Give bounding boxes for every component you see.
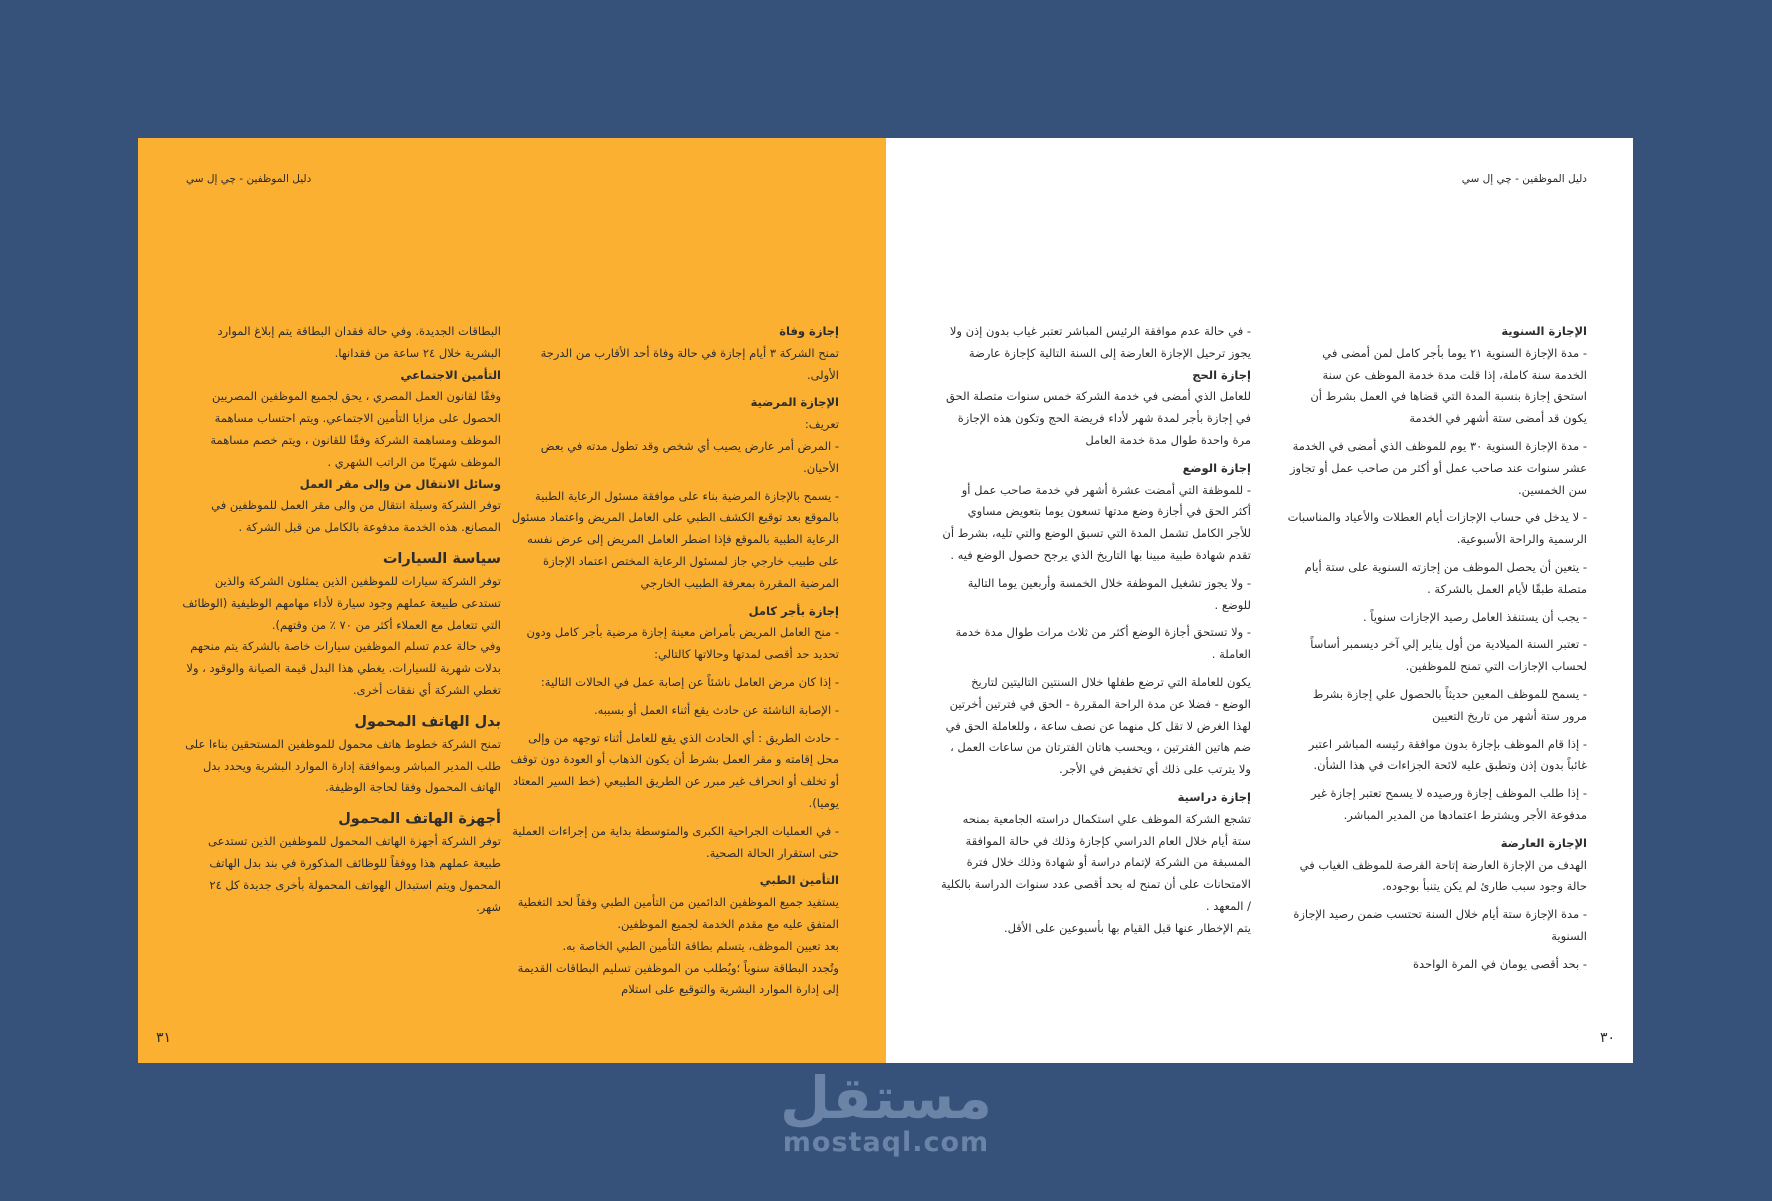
page-number: ٣٠ (1599, 1030, 1615, 1046)
paragraph: - يسمح بالإجازة المرضية بناء على موافقة مسئول الرعاية الطبية بالموقع بعد توقيع الكشف الطبي على العامل المريض واعتماد مسئول الرعاية الطبية بالموقع فإذا اضطر العامل المريض إلى عرض نفسه على طبيب خارجي جاز لمسئول الرعاية المختص اعتماد الإجازة المرضية المقررة بمعرفة الطبيب الخارجي (511, 488, 839, 590)
paragraph: - لا يدخل في حساب الإجازات أيام العطلات والأعياد والمناسبات الرسمية والراحة الأسبوعية. (1287, 510, 1587, 547)
text-column (181, 321, 501, 918)
paragraph: توفر الشركة سيارات للموظفين الذين يمثلون الشركة والذين تستدعى طبيعة عملهم وجود سيارة لأداء مهامهم الوظيفية (الوظائف التي تتعامل مع العملاء أكثر من ٧٠ ٪ من وقتهم). (182, 573, 501, 632)
paragraph: - بحد أقصى يومان في المرة الواحدة (1412, 956, 1587, 971)
paragraph: وتُجدد البطاقة سنوياً ؛ويُطلب من الموظفين تسليم البطاقات القديمة إلى إدارة الموارد البشرية والتوقيع على استلام (517, 960, 839, 997)
section-heading: التأمين الاجتماعي (400, 367, 501, 382)
section-heading: إجازة الوضع (1182, 460, 1251, 475)
section-title: أجهزة الهاتف المحمول (338, 811, 501, 828)
paragraph: تعريف: (804, 417, 839, 432)
paragraph: - مدة الإجازة السنوية ٣٠ يوم للموظف الذي أمضى في الخدمة عشر سنوات عند صاحب عمل أو أكثر من صاحب عمل أو تجاوز سن الخمسين. (1289, 438, 1587, 497)
text-column (941, 321, 1251, 940)
paragraph: يتم الإخطار عنها قبل القيام بها بأسبوعين على الأقل. (1003, 920, 1251, 935)
watermark-latin: mostaql.com (782, 1127, 990, 1158)
paragraph: - يسمح للموظف المعين حديثاً بالحصول علي إجازة بشرط مرور ستة أشهر من تاريخ التعيين (1312, 686, 1587, 723)
watermark-arabic: مستقل (779, 1064, 993, 1132)
paragraph: - المرض أمر عارض يصيب أي شخص وقد تطول مدته في بعض الأحيان. (540, 438, 839, 475)
paragraph: - في العمليات الجراحية الكبرى والمتوسطة بداية من إجراءات العملية حتى استقرار الحالة الصحية. (512, 823, 839, 860)
paragraph: تشجع الشركة الموظف علي استكمال دراسته الجامعية بمنحه ستة أيام خلال العام الدراسي كإجازة وذلك في حالة الموافقة المسبقة من الشركة لإتمام دراسة أو شهادة وذلك خلال فترة الامتحانات على أن تمنح له بحد أقصى عدد سنوات الدراسة بالكلية / المعهد . (941, 811, 1251, 913)
paragraph: - في حالة عدم موافقة الرئيس المباشر تعتبر غياب بدون إذن ولا يجوز ترحيل الإجازة العارضة إلى السنة التالية كإجازة عارضة (949, 324, 1251, 360)
paragraph: - مدة الإجازة ستة أيام خلال السنة تحتسب ضمن رصيد الإجازة السنوية (1293, 907, 1587, 943)
page-31 (138, 138, 886, 1063)
section-heading: إجازة الحج (1192, 367, 1251, 382)
page-header: دليل الموظفين - چي إل سي (186, 173, 312, 185)
paragraph: - إذا كان مرض العامل ناشئاً عن إصابة عمل في الحالات التالية: (540, 674, 839, 689)
paragraph: - مدة الإجازة السنوية ٢١ يوما بأجر كامل لمن أمضى في الخدمة سنة كاملة، إذا قلت مدة خدمة الموظف عن سنة استحق إجازة بنسبة المدة التي قضاها في العمل بشرط أن يكون قد أمضى ستة أشهر في الخدمة (1310, 345, 1587, 426)
paragraph: - إذا طلب الموظف إجازة ورصيده لا يسمح تعتبر إجازة غير مدفوعة الأجر ويشترط اعتمادها من المدير المباشر. (1311, 786, 1587, 822)
text-column (509, 321, 839, 1001)
section-heading: الإجازة العارضة (1500, 835, 1587, 850)
paragraph: يستفيد جميع الموظفين الدائمين من التأمين الطبي وفقاً لحد التغطية المتفق عليه مع مقدم الخدمة لجميع الموظفين. (517, 895, 839, 931)
page-number: ٣١ (156, 1030, 172, 1046)
paragraph: وفقًا لقانون العمل المصري ، يحق لجميع الموظفين المصريين الحصول على مزايا التأمين الاجتماعي. ويتم احتساب مساهمة الموظف ومساهمة الشركة وفقًا للقانون ، ويتم خصم مساهمة الموظف شهريًا من الراتب الشهري . (210, 389, 501, 469)
page-30 (886, 138, 1633, 1063)
section-heading: الإجازة السنوية (1501, 324, 1587, 338)
paragraph: توفر الشركة أجهزة الهاتف المحمول للموظفين الذين تستدعى طبيعة عملهم هذا ووفقاً للوظائف المذكورة في بند بدل الهاتف المحمول ويتم استبدال الهواتف المحمولة بأخرى جديدة كل ٢٤ شهر. (207, 834, 501, 914)
paragraph: البطاقات الجديدة. وفي حالة فقدان البطاقة يتم إبلاغ الموارد البشرية خلال ٢٤ ساعة من فقدانها. (217, 324, 501, 360)
paragraph: - يتعين أن يحصل الموظف من إجازته السنوية على ستة أيام متصلة طبقًا لأيام العمل بالشركة . (1304, 559, 1587, 596)
section-heading: الإجازة المرضية (750, 395, 839, 410)
paragraph: - للموظفة التي أمضت عشرة أشهر في خدمة صاحب عمل أو أكثر الحق في أجازة وضع مدتها تسعون يوما بتعويض مساوي للأجر الكامل تشمل المدة التي تسبق الوضع والتي تليه، بشرط أن تقدم شهادة طبية مبينا بها التاريخ الذي يرجح حصول الوضع فيه . (942, 482, 1251, 562)
paragraph: - إذا قام الموظف بإجازة بدون موافقة رئيسه المباشر اعتبر غائباً بدون إذن وتطبق عليه لائحة الجزاءات في هذا الشأن. (1308, 736, 1587, 773)
paragraph: - ولا تستحق أجازة الوضع أكثر من ثلاث مرات طوال مدة خدمة العاملة . (955, 625, 1251, 662)
text-column (1287, 321, 1587, 982)
paragraph: للعامل الذي أمضى في خدمة الشركة خمس سنوات متصلة الحق في إجازة بأجر لمدة شهر لأداء فريضة الحج وتكون هذه الإجازة مرة واحدة طوال مدة خدمة العامل (945, 389, 1251, 447)
section-heading: إجازة بأجر كامل (748, 603, 839, 618)
paragraph: - يجب أن يستنفذ العامل رصيد الإجازات سنوياً . (1363, 609, 1587, 624)
paragraph: - حادث الطريق : أي الحادث الذي يقع للعامل أثناء توجهه من وإلى محل إقامته و مقر العمل بشرط أن يكون الذهاب أو العودة دون توقف أو تخلف أو انحراف غير مبرر عن الطريق الطبيعي (خط السير المعتاد يوميا). (510, 730, 839, 810)
paragraph: وفي حالة عدم تسلم الموظفين سيارات خاصة بالشركة يتم منحهم بدلات شهرية للسيارات. يغطي هذا البدل قيمة الصيانة والوقود ، ولا تغطي الشركة أي نفقات أخرى. (186, 639, 501, 697)
paragraph: تمنح الشركة خطوط هاتف محمول للموظفين المستحقين بناءا على طلب المدير المباشر وبموافقة إدارة الموارد البشرية ويحدد بدل الهاتف المحمول وفقا لحاجة الوظيفة. (185, 736, 501, 795)
section-title: بدل الهاتف المحمول (354, 713, 501, 730)
paragraph: - الإصابة الناشئة عن حادث يقع أثناء العمل أو بسببه. (593, 702, 839, 717)
section-heading: إجازة وفاة (779, 324, 839, 338)
paragraph: - تعتبر السنة الميلادية من أول يناير إلي آخر ديسمبر أساساً لحساب الإجازات التي تمنح للموظفين. (1310, 637, 1587, 674)
paragraph: بعد تعيين الموظف، يتسلم بطاقة التأمين الطبي الخاصة به. (562, 938, 839, 953)
book-spread (138, 138, 1633, 1063)
page-header: دليل الموظفين - چي إل سي (1461, 173, 1587, 185)
mostaql-watermark-logo (0, 1064, 1772, 1158)
paragraph: الهدف من الإجازة العارضة إتاحة الفرصة للموظف الغياب في حالة وجود سبب طارئ لم يكن يتنبأ بوجوده. (1299, 857, 1587, 894)
paragraph: تمنح الشركة ٣ أيام إجازة في حالة وفاة أحد الأقارب من الدرجة الأولى. (540, 345, 839, 382)
paragraph: توفر الشركة وسيلة انتقال من والى مقر العمل للموظفين في المصانع. هذه الخدمة مدفوعة بالكامل من قبل الشركة . (211, 498, 501, 535)
section-heading: التأمين الطبي (759, 873, 839, 888)
section-heading: إجازة دراسية (1177, 789, 1251, 804)
paragraph: - منح العامل المريض بأمراض معينة إجازة مرضية بأجر كامل ودون تحديد حد أقصى لمدتها وحالاتها كالتالي: (526, 625, 839, 662)
paragraph: يكون للعاملة التي ترضع طفلها خلال السنتين التاليتين لتاريخ الوضع - فضلا عن مدة الراحة المقررة - الحق في فترتين أخرتين لهذا الغرض لا تقل كل منهما عن نصف ساعة ، وللعاملة الحق في ضم هاتين الفترتين ، ويحسب هاتان الفترتان من ساعات العمل ، ولا يترتب على ذلك أي تخفيض في الأجر. (945, 674, 1251, 777)
section-title: سياسة السيارات (382, 550, 501, 567)
paragraph: - ولا يجوز تشغيل الموظفة خلال الخمسة وأربعين يوما التالية للوضع . (967, 575, 1251, 612)
section-heading: وسائل الانتقال من وإلى مقر العمل (299, 476, 501, 491)
